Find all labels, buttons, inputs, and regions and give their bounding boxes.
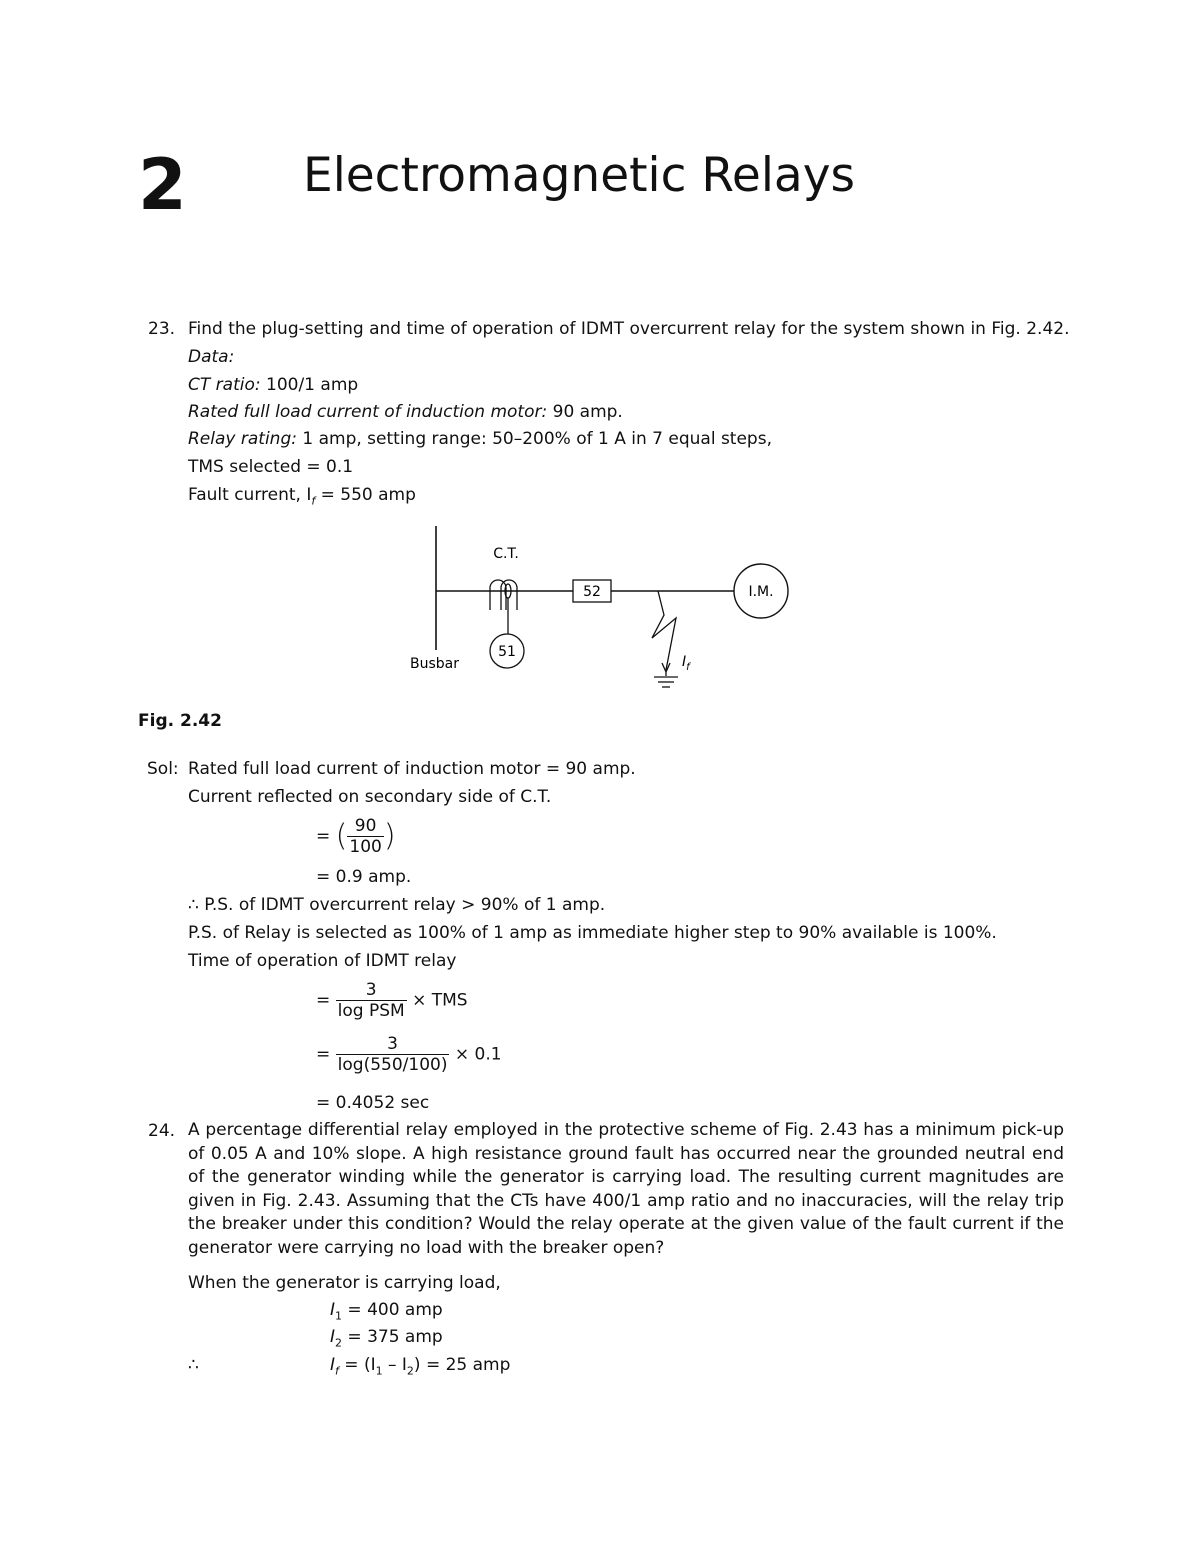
sol-line3-text: P.S. of IDMT overcurrent relay > 90% of 1 amp. [204, 895, 606, 915]
f2-tail: × 0.1 [454, 1044, 502, 1065]
chapter-title: Electromagnetic Relays [303, 148, 855, 203]
q24-load-line: When the generator is carrying load, [188, 1273, 501, 1293]
chapter-number: 2 [138, 144, 187, 226]
i1-value: = 400 amp [342, 1300, 443, 1320]
if-mid: – I [382, 1355, 407, 1375]
breaker-52-label: 52 [583, 584, 601, 600]
sol-line4: P.S. of Relay is selected as 100% of 1 amp as immediate higher step to 90% available is 100%. [188, 923, 997, 943]
ct-ratio-value: 100/1 amp [266, 375, 359, 395]
fraction-3-over-log [336, 1034, 450, 1075]
i2-value: = 375 amp [342, 1327, 443, 1347]
q23-relay-line [188, 428, 772, 450]
sol-line1: Rated full load current of induction motor = 90 amp. [188, 759, 636, 779]
f1-denominator: log PSM [337, 1001, 405, 1021]
q23-data-label: Data: [188, 347, 235, 367]
if-sub1: 1 [375, 1364, 383, 1378]
time-formula-1 [316, 980, 468, 1021]
i2-equation [330, 1326, 443, 1354]
f1-numerator: 3 [336, 980, 407, 1001]
i1-var: I [330, 1300, 336, 1320]
motor-current-label: Rated full load current of induction motor: [188, 402, 548, 422]
q23-fault-current [188, 484, 416, 512]
i1-equation [330, 1299, 443, 1327]
fault-lightning-icon [652, 591, 676, 672]
i2-sub: 2 [335, 1336, 343, 1350]
if-value-end: ) = 25 amp [413, 1355, 511, 1375]
motor-label: I.M. [748, 584, 774, 600]
fault-current-label: Fault current, I [188, 485, 312, 505]
ct-label: C.T. [493, 546, 519, 562]
if-equation [330, 1354, 510, 1382]
q24-statement: A percentage differential relay employed in the protective scheme of Fig. 2.43 has a minimum pick-up of 0.05 A and 10% slope. A high resistance ground fault has occurred near the grounded neutral end of the generator winding while the generator is carrying load. The resulting current magnitudes are given in Fig. 2.43. Assuming that the CTs have 400/1 amp ratio and no inaccuracies, will the relay trip the breaker under this condition? Would the relay operate at the given value of the fault current if the generator were carrying no load with the breaker open? [188, 1120, 1064, 1258]
fault-current-symbol: $I_f$ [682, 654, 690, 673]
q23-number: 23. [148, 319, 176, 339]
sol-result1: = 0.9 amp. [316, 867, 412, 887]
motor-current-value: 90 amp. [552, 402, 623, 422]
fraction-denominator: 100 [349, 837, 382, 857]
equals-sign-2: = [316, 990, 331, 1011]
sol-line2: Current reflected on secondary side of C.T. [188, 787, 552, 807]
q24-number: 24. [148, 1121, 176, 1141]
right-paren: ) [383, 818, 396, 854]
equals-sign: = [316, 826, 331, 847]
therefore-symbol-2: ∴ [188, 1355, 199, 1375]
figure-2-42-diagram [400, 520, 820, 700]
ground-icon [654, 672, 678, 687]
q23-statement: Find the plug-setting and time of operation of IDMT overcurrent relay for the system shown in Fig. 2.42. [188, 319, 1070, 339]
sol-result2: = 0.4052 sec [316, 1093, 430, 1113]
relay-rating-label: Relay rating: [188, 429, 297, 449]
f1-tail: × TMS [412, 990, 468, 1011]
left-paren: ( [335, 818, 348, 854]
fraction-90-100 [347, 816, 383, 857]
sol-line5: Time of operation of IDMT relay [188, 951, 457, 971]
fraction-3-over-logpsm [336, 980, 407, 1021]
sol-line3 [188, 894, 605, 916]
f2-denominator: log(550/100) [337, 1055, 448, 1075]
fault-current-value: = 550 amp [315, 485, 416, 505]
sol-label: Sol: [147, 759, 179, 779]
ct-ratio-label: CT ratio: [188, 375, 261, 395]
time-formula-2 [316, 1034, 502, 1075]
fault-current-sub: f [311, 494, 316, 508]
q23-motor-line [188, 401, 623, 423]
fraction-numerator: 90 [347, 816, 383, 837]
if-sub: f [335, 1364, 339, 1378]
ct-icon [490, 580, 517, 610]
i2-var: I [330, 1327, 336, 1347]
q23-tms: TMS selected = 0.1 [188, 457, 354, 477]
relay-51-label: 51 [498, 644, 516, 660]
if-sub2: 2 [406, 1364, 414, 1378]
f2-numerator: 3 [336, 1034, 450, 1055]
ct-secondary-equation [316, 816, 396, 857]
figure-caption: Fig. 2.42 [138, 711, 222, 731]
therefore-symbol: ∴ [188, 895, 199, 915]
q23-ct-line [188, 374, 358, 396]
equals-sign-3: = [316, 1044, 331, 1065]
relay-rating-value: 1 amp, setting range: 50–200% of 1 A in 7 equal steps, [302, 429, 772, 449]
if-value-start: = (I [338, 1355, 376, 1375]
if-var: I [330, 1355, 336, 1375]
busbar-label: Busbar [410, 656, 459, 672]
i1-sub: 1 [335, 1309, 343, 1323]
